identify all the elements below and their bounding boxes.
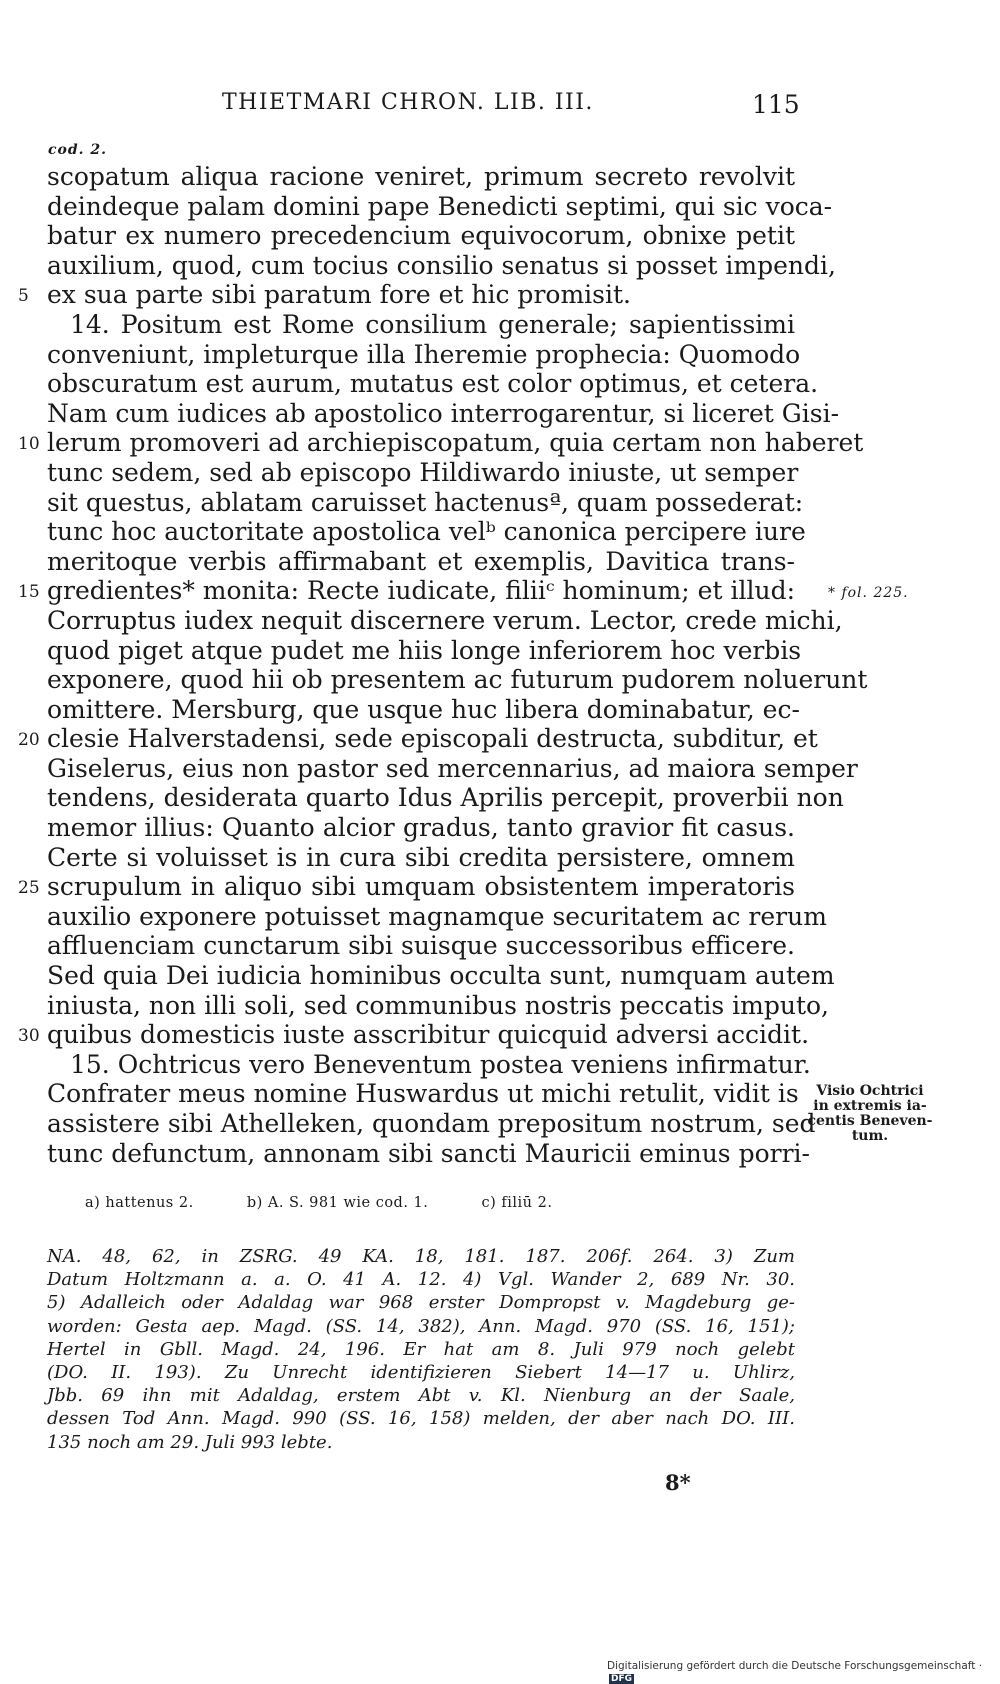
text-line (0, 724, 1000, 754)
running-header: THIETMARI CHRON. LIB. III. (222, 90, 594, 115)
line-text: Confrater meus nomine Huswardus ut michi retulit, vidit is (47, 1079, 799, 1109)
dfg-logo: DFG (611, 1674, 633, 1684)
margin-visio-line: Visio Ochtrici (816, 1083, 924, 1099)
note-line: 135 noch am 29. Juli 993 lebte. (47, 1431, 333, 1453)
line-text: tunc defunctum, annonam sibi sancti Mauricii eminus porri- (47, 1138, 810, 1168)
line-text: deindeque palam domini pape Benedicti septimi, qui sic voca- (47, 191, 833, 221)
line-text: scopatum aliqua racione veniret, primum secreto revolvit (47, 162, 795, 191)
codex-note: cod. 2. (48, 142, 108, 158)
line-text: Sed quia Dei iudicia hominibus occulta sunt, numquam autem (47, 961, 835, 991)
signature-mark: 8* (665, 1470, 691, 1495)
line-text: 14. Positum est Rome consilium generale; sapientissimi (70, 309, 795, 339)
text-line (0, 280, 1000, 310)
text-line (0, 251, 1000, 281)
margin-visio-line: tum. (851, 1128, 889, 1144)
text-line (0, 813, 1000, 843)
line-text: meritoque verbis affirmabant et exemplis, Davitica trans- (47, 546, 795, 576)
line-text: quibus domesticis iuste asscribitur quicquid adversi accidit. (47, 1020, 810, 1050)
note-line: Hertel in Gbll. Magd. 24, 196. Er hat am 8. Juli 979 noch gelebt (47, 1338, 795, 1360)
line-number: 5 (18, 286, 29, 307)
text-line (0, 872, 1000, 902)
line-text: tunc hoc auctoritate apostolica velᵇ canonica percipere iure (47, 517, 806, 547)
apparatus-footnotes (85, 1195, 552, 1211)
line-number: 15 (18, 582, 40, 603)
note-line: (DO. II. 193). Zu Unrecht identifizieren Siebert 14—17 u. Uhlirz, (47, 1361, 795, 1383)
text-line (0, 399, 1000, 429)
note-line: dessen Tod Ann. Magd. 990 (SS. 16, 158) melden, der aber nach DO. III. (47, 1408, 795, 1430)
text-line (0, 1050, 1000, 1080)
line-number: 10 (18, 434, 40, 455)
text-line (0, 221, 1000, 251)
text-line (0, 428, 1000, 458)
apparatus-note: c) filiū 2. (481, 1195, 553, 1211)
line-text: assistere sibi Athelleken, quondam prepositum nostrum, sed (47, 1109, 816, 1138)
text-line (0, 310, 1000, 340)
margin-visio-note (804, 1084, 936, 1144)
line-text: quod piget atque pudet me hiis longe inferiorem hoc verbis (47, 635, 802, 665)
line-text: tunc sedem, sed ab episcopo Hildiwardo iniuste, ut semper (47, 457, 799, 487)
text-line (0, 783, 1000, 813)
line-text: gredientes* monita: Recte iudicate, filiiᶜ hominum; et illud: (47, 576, 795, 606)
line-text: scrupulum in aliquo sibi umquam obsistentem imperatoris (47, 872, 795, 902)
line-text: Giselerus, eius non pastor sed mercennarius, ad maiora semper (47, 753, 858, 783)
line-number: 20 (18, 730, 40, 751)
text-line (0, 961, 1000, 991)
note-line: worden: Gesta aep. Magd. (SS. 14, 382), Ann. Magd. 970 (SS. 16, 151); (47, 1315, 795, 1337)
line-text: Corruptus iudex nequit discernere verum. Lector, crede michi, (47, 605, 843, 635)
note-line: NA. 48, 62, in ZSRG. 49 KA. 18, 181. 187. 206f. 264. 3) Zum (47, 1246, 795, 1267)
line-text: auxilio exponere potuisset magnamque securitatem ac rerum (47, 901, 827, 931)
page-number: 115 (752, 90, 800, 119)
apparatus-note: a) hattenus 2. (85, 1195, 194, 1211)
line-number: 30 (18, 1026, 40, 1047)
text-line (0, 695, 1000, 725)
text-line (0, 340, 1000, 370)
text-line (0, 162, 1000, 192)
text-line (0, 843, 1000, 873)
line-text: batur ex numero precedencium equivocorum, obnixe petit (47, 221, 795, 251)
line-text: Nam cum iudices ab apostolico interrogarentur, si liceret Gisi- (47, 398, 840, 428)
text-line (0, 931, 1000, 961)
margin-folio-note: * fol. 225. (828, 585, 909, 601)
note-line: Datum Holtzmann a. a. O. 41 A. 12. 4) Vgl. Wander 2, 689 Nr. 30. (47, 1269, 795, 1291)
line-text: affluenciam cunctarum sibi suisque successoribus efficere. (47, 931, 795, 961)
text-line (0, 488, 1000, 518)
line-text: exponere, quod hii ob presentem ac futurum pudorem noluerunt (47, 665, 868, 695)
text-line (0, 192, 1000, 222)
line-text: iniusta, non illi soli, sed communibus nostris peccatis imputo, (47, 990, 830, 1020)
text-line (0, 902, 1000, 932)
text-line (0, 1020, 1000, 1050)
line-text: auxilium, quod, cum tocius consilio senatus si posset impendi, (47, 250, 836, 280)
main-text (0, 162, 1000, 1168)
text-line (0, 369, 1000, 399)
line-number: 25 (18, 878, 40, 899)
line-text: omittere. Mersburg, que usque huc libera dominabatur, ec- (47, 694, 800, 724)
text-line (0, 547, 1000, 577)
text-line (0, 754, 1000, 784)
text-line (0, 636, 1000, 666)
historical-notes (47, 1245, 795, 1454)
line-text: tendens, desiderata quarto Idus Aprilis percepit, proverbii non (47, 783, 844, 813)
text-line (0, 991, 1000, 1021)
line-text: clesie Halverstadensi, sede episcopali destructa, subditur, et (47, 724, 818, 754)
note-line: Jbb. 69 ihn mit Adaldag, erstem Abt v. Kl. Nienburg an der Saale, (47, 1385, 795, 1407)
line-text: 15. Ochtricus vero Beneventum postea veniens infirmatur. (70, 1049, 811, 1079)
line-text: lerum promoveri ad archiepiscopatum, quia certam non haberet (47, 428, 864, 458)
line-text: memor illius: Quanto alcior gradus, tanto gravior fit casus. (47, 813, 795, 843)
text-line (0, 606, 1000, 636)
line-text: conveniunt, impleturque illa Iheremie prophecia: Quomodo (47, 339, 801, 369)
digitization-credit (607, 1660, 1000, 1684)
text-line (0, 665, 1000, 695)
note-line: 5) Adalleich oder Adaldag war 968 erster Dompropst v. Magdeburg ge- (47, 1292, 795, 1314)
apparatus-note: b) A. S. 981 wie cod. 1. (246, 1195, 429, 1211)
margin-visio-line: in extremis ia- (813, 1098, 927, 1114)
line-text: sit questus, ablatam caruisset hactenusª, quam possederat: (47, 487, 804, 517)
margin-visio-line: centis Beneven- (807, 1113, 933, 1129)
text-line (0, 458, 1000, 488)
line-text: obscuratum est aurum, mutatus est color optimus, et cetera. (47, 369, 819, 399)
text-line (0, 517, 1000, 547)
credit-text: Digitalisierung gefördert durch die Deutsche Forschungsgemeinschaft · (607, 1660, 983, 1672)
line-text: ex sua parte sibi paratum fore et hic promisit. (47, 280, 631, 310)
line-text: Certe si voluisset is in cura sibi credita persistere, omnem (47, 842, 795, 872)
